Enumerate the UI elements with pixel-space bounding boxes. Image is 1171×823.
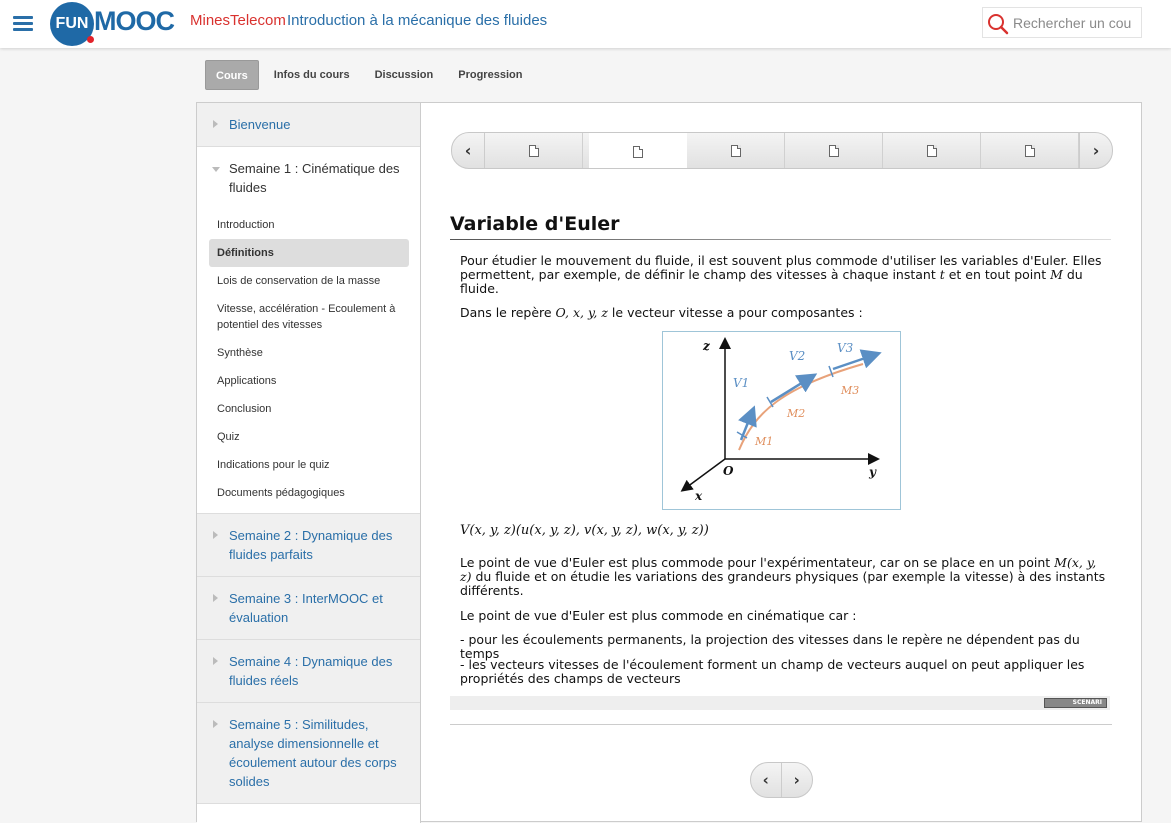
sequence-definitions[interactable]: Définitions (209, 239, 409, 267)
course-org: MinesTelecom (190, 12, 286, 29)
math-repere: O, x, y, z (555, 305, 608, 320)
chevron-right-icon (213, 720, 218, 728)
v3-label: V3 (837, 341, 854, 355)
course-content (421, 103, 1143, 823)
sequence-synthese[interactable]: Synthèse (217, 347, 263, 359)
tab-progression[interactable]: Progression (458, 69, 523, 81)
content-divider (450, 724, 1112, 725)
chapter-semaine-1[interactable] (197, 147, 420, 207)
tab-discussion[interactable]: Discussion (374, 69, 434, 81)
axis-y-label: y (869, 465, 876, 479)
text: et en tout point (944, 267, 1051, 282)
text: du fluide. (460, 267, 1083, 296)
paragraph-cinematique: Le point de vue d'Euler est plus commode en cinématique car : (460, 608, 857, 623)
velocity-diagram-svg (663, 332, 900, 509)
text: du fluide et on étudie les variations des grandeurs physiques (par exemple la vitesse) à des instants différents. (460, 569, 1106, 598)
document-icon (829, 145, 839, 157)
unit-tab-6[interactable] (981, 133, 1079, 168)
chevron-right-icon (213, 657, 218, 665)
chapter-semaine-3[interactable] (197, 577, 420, 640)
math-m: M (1050, 267, 1063, 282)
velocity-v2 (771, 376, 813, 402)
sequence-documents[interactable]: Documents pédagogiques (217, 487, 345, 499)
m1-label: M1 (755, 435, 774, 448)
sequence-vitesse[interactable]: Vitesse, accélération - Ecoulement à potentiel des vitesses (217, 303, 396, 331)
course-title[interactable]: Introduction à la mécanique des fluides (287, 12, 548, 29)
course-frame (196, 102, 1142, 822)
text: le vecteur vitesse a pour composantes : (607, 305, 863, 320)
search-input[interactable] (1013, 8, 1141, 37)
tab-infos[interactable]: Infos du cours (273, 69, 350, 81)
origin-label: O (723, 464, 734, 478)
m3-label: M3 (841, 384, 860, 397)
sequence-conclusion[interactable]: Conclusion (217, 403, 272, 415)
paragraph-repere (460, 306, 1110, 320)
chevron-down-icon (212, 167, 220, 172)
velocity-diagram (662, 331, 901, 510)
text: Le point de vue d'Euler est plus commode pour l'expérimentateur, car on se place en un point (460, 555, 1055, 570)
chevron-right-icon (213, 594, 218, 602)
document-icon (731, 145, 741, 157)
axis-x-label: x (695, 489, 703, 503)
previous-unit-button-bottom[interactable]: ‹ (751, 763, 782, 797)
unit-tab-3[interactable] (687, 133, 785, 168)
site-header (0, 0, 1171, 48)
math-point: M(x, y, z) (460, 555, 1097, 584)
velocity-formula: V(x, y, z)(u(x, y, z), v(x, y, z), w(x, y, z)) (460, 523, 709, 538)
search-box (982, 7, 1142, 38)
unit-title: Variable d'Euler (450, 213, 620, 235)
v1-label: V1 (733, 376, 750, 390)
sequence-introduction[interactable]: Introduction (217, 219, 275, 231)
scenari-footer (450, 696, 1110, 710)
logo-fun-text: FUN (55, 15, 89, 32)
chevron-right-icon (213, 531, 218, 539)
chapter-label: Semaine 1 : Cinématique des fluides (229, 161, 400, 195)
chapter-bienvenue[interactable] (197, 103, 420, 147)
chevron-right-icon (213, 120, 218, 128)
previous-unit-button[interactable]: ‹ (452, 133, 485, 168)
text: Dans le repère (460, 305, 556, 320)
paragraph-experimentateur (460, 556, 1110, 598)
menu-icon[interactable] (13, 16, 33, 30)
axis-z-label: z (703, 339, 710, 353)
chapter-semaine-5[interactable] (197, 703, 420, 804)
sequence-list (197, 207, 420, 514)
document-icon (633, 146, 643, 158)
paragraph-permanents: - pour les écoulements permanents, la projection des vitesses dans le repère ne dépendent pas du temps (460, 632, 1080, 661)
paragraph-champs: - les vecteurs vitesses de l'écoulement forment un champ de vecteurs auquel on peut appliquer les propriétés des champs de vecteurs (460, 657, 1085, 686)
bottom-unit-navigation (750, 762, 813, 798)
chapter-label: Semaine 4 : Dynamique des fluides réels (229, 654, 393, 688)
document-icon (1025, 145, 1035, 157)
unit-tab-2[interactable] (589, 133, 687, 169)
scenari-logo[interactable]: SCENARI (1044, 698, 1107, 708)
search-icon[interactable] (987, 13, 1009, 35)
chapter-label: Semaine 2 : Dynamique des fluides parfaits (229, 528, 393, 562)
sequence-conservation[interactable]: Lois de conservation de la masse (217, 275, 381, 287)
logo-dot (87, 36, 94, 43)
chapter-semaine-2[interactable] (197, 514, 420, 577)
title-divider (450, 239, 1111, 240)
document-icon (529, 145, 539, 157)
course-tabs (205, 60, 537, 90)
tab-cours[interactable]: Cours (205, 60, 259, 90)
sequence-quiz[interactable]: Quiz (217, 431, 240, 443)
x-axis (683, 459, 725, 490)
unit-tab-4[interactable] (785, 133, 883, 168)
v2-label: V2 (789, 349, 806, 363)
chapter-label: Bienvenue (229, 117, 291, 132)
sequence-applications[interactable]: Applications (217, 375, 277, 387)
mooc-logo[interactable]: MOOC (94, 6, 174, 36)
math-t: t (939, 267, 945, 282)
unit-tab-1[interactable] (485, 133, 583, 168)
sequence-indications[interactable]: Indications pour le quiz (217, 459, 330, 471)
paragraph-euler-intro (460, 254, 1110, 296)
next-unit-button-bottom[interactable]: › (793, 771, 800, 789)
chapter-label: Semaine 5 : Similitudes, analyse dimensionnelle et écoulement autour des corps solides (229, 717, 397, 789)
chapter-semaine-4[interactable] (197, 640, 420, 703)
next-unit-button[interactable]: › (1079, 133, 1112, 168)
unit-tab-5[interactable] (883, 133, 981, 168)
m2-label: M2 (787, 407, 806, 420)
chapter-label: Semaine 3 : InterMOOC et évaluation (229, 591, 383, 625)
course-navigation (197, 103, 421, 823)
unit-navigation (451, 132, 1113, 169)
text: Pour étudier le mouvement du fluide, il est souvent plus commode d'utiliser les variables d'Euler. Elles permettent, par exemple, de définir le champ des vitesses à chaque instant (460, 253, 1102, 282)
document-icon (927, 145, 937, 157)
